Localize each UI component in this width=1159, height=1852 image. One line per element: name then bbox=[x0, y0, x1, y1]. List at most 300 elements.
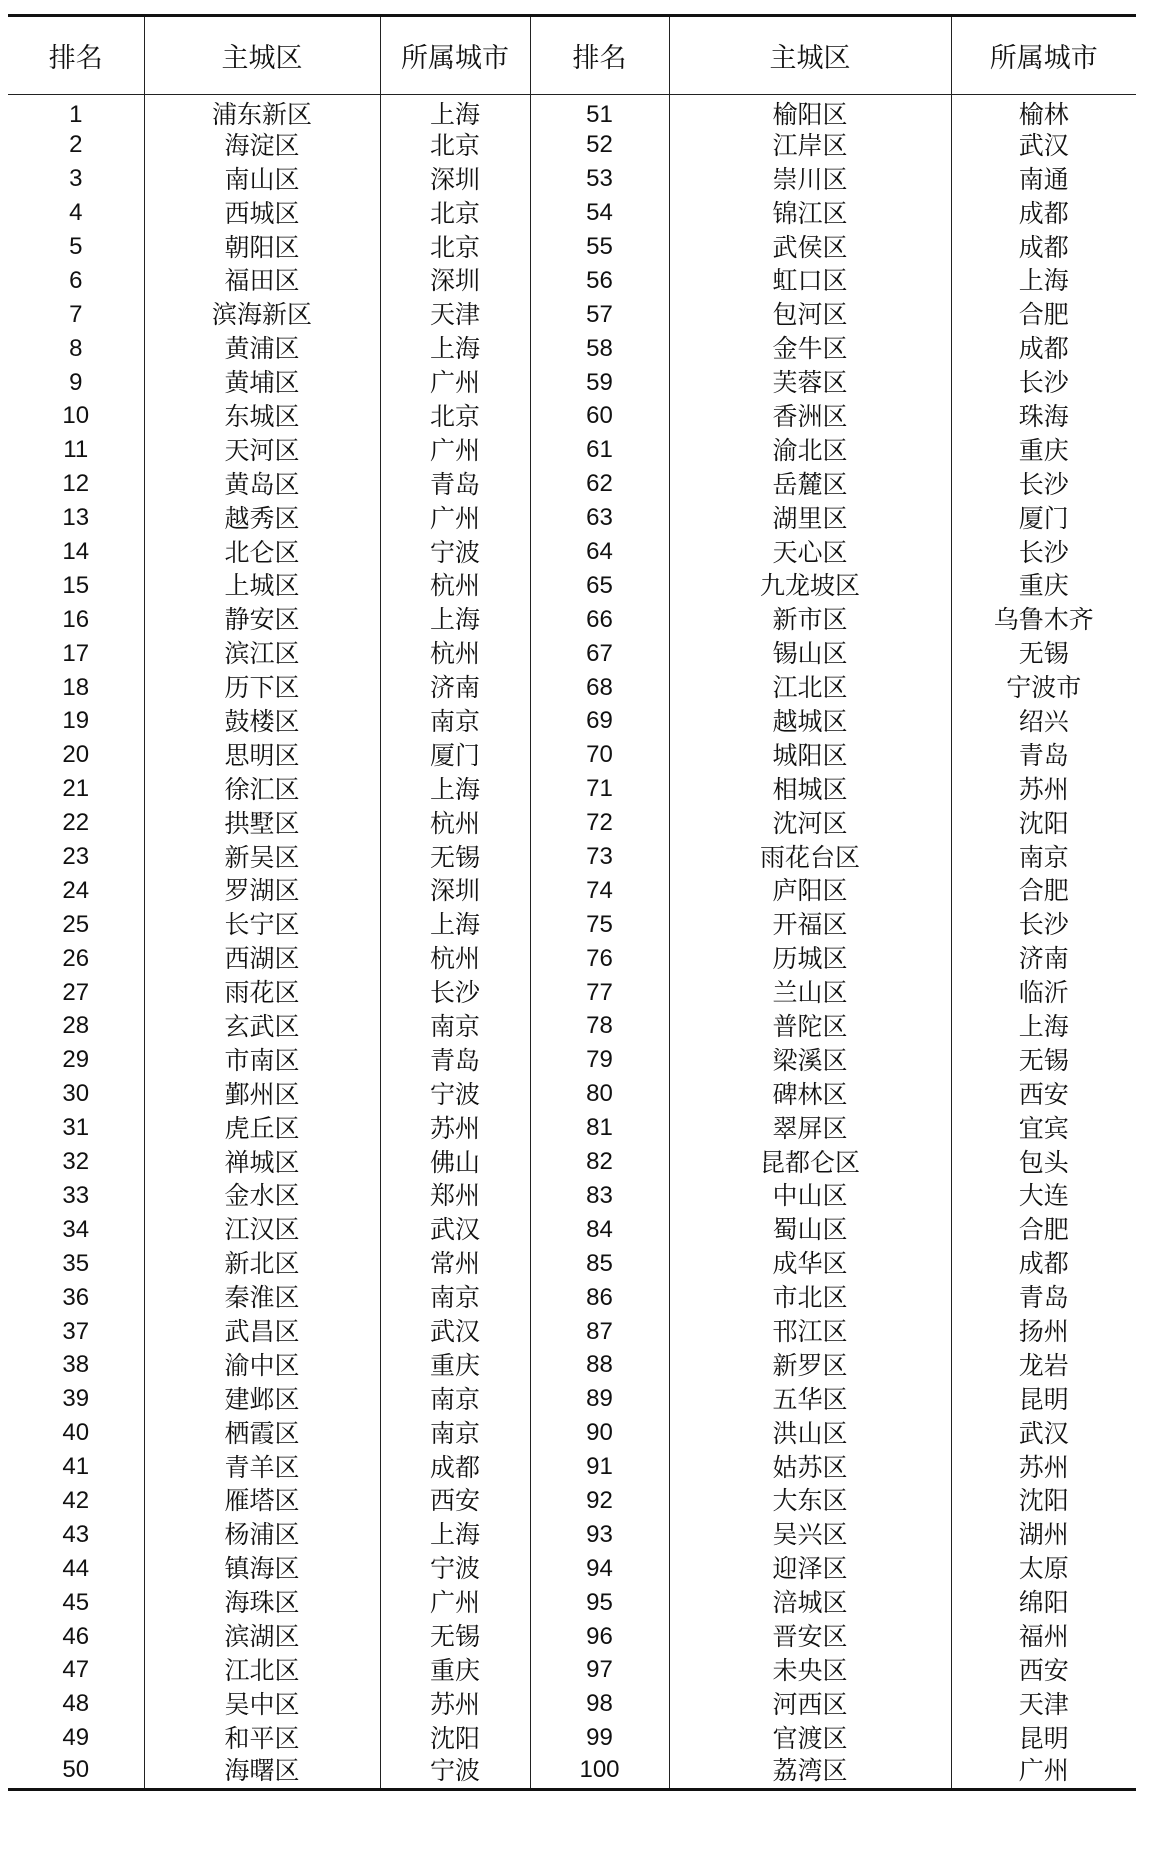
city-cell: 广州 bbox=[380, 366, 530, 400]
rank-cell: 48 bbox=[8, 1687, 144, 1721]
city-cell: 合肥 bbox=[1018, 876, 1069, 906]
district-cell: 新市区 bbox=[669, 603, 951, 637]
table-row bbox=[8, 1416, 1136, 1450]
table-row bbox=[8, 332, 1136, 366]
city-cell: 深圳 bbox=[380, 874, 530, 908]
district-cell: 官渡区 bbox=[669, 1721, 951, 1755]
city-cell: 广州 bbox=[380, 433, 530, 467]
rank-cell: 94 bbox=[530, 1552, 669, 1586]
rank-cell: 96 bbox=[530, 1620, 669, 1654]
rank-cell: 76 bbox=[530, 942, 669, 976]
rank-cell: 73 bbox=[530, 840, 669, 874]
city-cell: 西安 bbox=[380, 1484, 530, 1518]
city-cell: 南京 bbox=[380, 1416, 530, 1450]
rank-cell: 52 bbox=[530, 128, 669, 162]
district-cell: 黄浦区 bbox=[144, 332, 380, 366]
rank-cell: 57 bbox=[530, 298, 669, 332]
table-row bbox=[8, 976, 1136, 1010]
city-cell: 苏州 bbox=[380, 1111, 530, 1145]
header-district-2: 主城区 bbox=[669, 16, 951, 95]
table-row bbox=[8, 230, 1136, 264]
table-row bbox=[8, 840, 1136, 874]
city-cell: 青岛 bbox=[1018, 740, 1069, 770]
district-cell: 江汉区 bbox=[144, 1213, 380, 1247]
district-cell: 邗江区 bbox=[669, 1315, 951, 1349]
table-row bbox=[8, 1518, 1136, 1552]
city-cell: 上海 bbox=[380, 772, 530, 806]
city-cell: 杭州 bbox=[380, 569, 530, 603]
rank-cell: 18 bbox=[8, 671, 144, 705]
rank-cell: 66 bbox=[530, 603, 669, 637]
table-row bbox=[8, 1315, 1136, 1349]
header-row bbox=[8, 16, 1136, 95]
district-cell: 朝阳区 bbox=[144, 230, 380, 264]
district-cell: 海珠区 bbox=[144, 1586, 380, 1620]
district-cell: 虎丘区 bbox=[144, 1111, 380, 1145]
city-cell: 湖州 bbox=[1018, 1520, 1069, 1550]
district-cell: 芙蓉区 bbox=[669, 366, 951, 400]
rank-cell: 81 bbox=[530, 1111, 669, 1145]
city-cell: 广州 bbox=[380, 501, 530, 535]
district-cell: 九龙坡区 bbox=[669, 569, 951, 603]
city-cell: 武汉 bbox=[380, 1213, 530, 1247]
district-cell: 历城区 bbox=[669, 942, 951, 976]
city-cell: 上海 bbox=[380, 1518, 530, 1552]
city-cell: 深圳 bbox=[380, 162, 530, 196]
rank-cell: 61 bbox=[530, 433, 669, 467]
table-row bbox=[8, 671, 1136, 705]
table-row bbox=[8, 1552, 1136, 1586]
rank-cell: 69 bbox=[530, 705, 669, 739]
district-cell: 成华区 bbox=[669, 1247, 951, 1281]
rank-cell: 75 bbox=[530, 908, 669, 942]
district-cell: 碑林区 bbox=[669, 1077, 951, 1111]
city-cell: 广州 bbox=[380, 1586, 530, 1620]
table-row bbox=[8, 908, 1136, 942]
rank-cell: 79 bbox=[530, 1043, 669, 1077]
table-row bbox=[8, 1620, 1136, 1654]
district-cell: 黄岛区 bbox=[144, 467, 380, 501]
city-cell: 长沙 bbox=[1018, 537, 1069, 567]
table-row bbox=[8, 162, 1136, 196]
rank-cell: 62 bbox=[530, 467, 669, 501]
district-cell: 武侯区 bbox=[669, 230, 951, 264]
city-cell: 武汉 bbox=[1018, 130, 1069, 160]
city-cell: 大连 bbox=[1018, 1181, 1069, 1211]
rank-cell: 41 bbox=[8, 1450, 144, 1484]
rank-cell: 50 bbox=[8, 1755, 144, 1789]
table-row bbox=[8, 637, 1136, 671]
rank-cell: 10 bbox=[8, 400, 144, 434]
rank-cell: 92 bbox=[530, 1484, 669, 1518]
table-row bbox=[8, 501, 1136, 535]
ranking-table-container bbox=[8, 14, 1136, 1791]
district-cell: 江北区 bbox=[669, 671, 951, 705]
table-row bbox=[8, 298, 1136, 332]
rank-cell: 90 bbox=[530, 1416, 669, 1450]
city-cell: 福州 bbox=[1018, 1622, 1069, 1652]
city-cell: 武汉 bbox=[1018, 1418, 1069, 1448]
district-cell: 东城区 bbox=[144, 400, 380, 434]
district-cell: 渝北区 bbox=[669, 433, 951, 467]
city-cell: 杭州 bbox=[380, 637, 530, 671]
rank-cell: 54 bbox=[530, 196, 669, 230]
district-cell: 徐汇区 bbox=[144, 772, 380, 806]
district-cell: 玄武区 bbox=[144, 1010, 380, 1044]
rank-cell: 67 bbox=[530, 637, 669, 671]
city-cell: 济南 bbox=[380, 671, 530, 705]
rank-cell: 23 bbox=[8, 840, 144, 874]
city-cell: 深圳 bbox=[380, 264, 530, 298]
rank-cell: 56 bbox=[530, 264, 669, 298]
table-row bbox=[8, 1382, 1136, 1416]
table-row bbox=[8, 603, 1136, 637]
table-row bbox=[8, 806, 1136, 840]
table-row bbox=[8, 196, 1136, 230]
rank-cell: 21 bbox=[8, 772, 144, 806]
district-cell: 相城区 bbox=[669, 772, 951, 806]
district-cell: 静安区 bbox=[144, 603, 380, 637]
city-cell: 无锡 bbox=[1018, 1045, 1069, 1075]
district-cell: 雨花台区 bbox=[669, 840, 951, 874]
rank-cell: 55 bbox=[530, 230, 669, 264]
rank-cell: 78 bbox=[530, 1010, 669, 1044]
city-cell: 绍兴 bbox=[1018, 706, 1069, 736]
city-cell: 西安 bbox=[1018, 1655, 1069, 1685]
district-cell: 滨江区 bbox=[144, 637, 380, 671]
rank-cell: 83 bbox=[530, 1179, 669, 1213]
rank-cell: 74 bbox=[530, 874, 669, 908]
district-cell: 新吴区 bbox=[144, 840, 380, 874]
rank-cell: 32 bbox=[8, 1145, 144, 1179]
city-cell: 青岛 bbox=[380, 1043, 530, 1077]
district-cell: 天河区 bbox=[144, 433, 380, 467]
table-row bbox=[8, 1348, 1136, 1382]
city-cell: 南京 bbox=[380, 1010, 530, 1044]
district-cell: 吴中区 bbox=[144, 1687, 380, 1721]
rank-cell: 70 bbox=[530, 738, 669, 772]
city-cell: 无锡 bbox=[380, 840, 530, 874]
city-cell: 上海 bbox=[1018, 1011, 1069, 1041]
rank-cell: 25 bbox=[8, 908, 144, 942]
header-city: 所属城市 bbox=[380, 16, 530, 95]
city-cell: 长沙 bbox=[1018, 368, 1069, 398]
city-cell: 昆明 bbox=[1018, 1384, 1069, 1414]
rank-cell: 11 bbox=[8, 433, 144, 467]
city-cell: 上海 bbox=[1018, 266, 1069, 296]
rank-cell: 44 bbox=[8, 1552, 144, 1586]
district-cell: 越秀区 bbox=[144, 501, 380, 535]
table-row bbox=[8, 1247, 1136, 1281]
district-cell: 河西区 bbox=[669, 1687, 951, 1721]
rank-cell: 46 bbox=[8, 1620, 144, 1654]
rank-cell: 39 bbox=[8, 1382, 144, 1416]
header-district: 主城区 bbox=[144, 16, 380, 95]
district-cell: 香洲区 bbox=[669, 400, 951, 434]
table-row bbox=[8, 874, 1136, 908]
rank-cell: 72 bbox=[530, 806, 669, 840]
city-cell: 宜宾 bbox=[1018, 1113, 1069, 1143]
city-cell: 济南 bbox=[1018, 944, 1069, 974]
district-cell: 新罗区 bbox=[669, 1348, 951, 1382]
city-cell: 厦门 bbox=[1018, 503, 1069, 533]
rank-cell: 45 bbox=[8, 1586, 144, 1620]
city-cell: 成都 bbox=[380, 1450, 530, 1484]
district-cell: 雁塔区 bbox=[144, 1484, 380, 1518]
city-cell: 苏州 bbox=[380, 1687, 530, 1721]
city-cell: 包头 bbox=[1018, 1147, 1069, 1177]
city-cell: 上海 bbox=[380, 95, 530, 129]
district-cell: 秦淮区 bbox=[144, 1281, 380, 1315]
rank-cell: 1 bbox=[8, 95, 144, 129]
rank-cell: 58 bbox=[530, 332, 669, 366]
district-cell: 栖霞区 bbox=[144, 1416, 380, 1450]
rank-cell: 40 bbox=[8, 1416, 144, 1450]
table-row bbox=[8, 1281, 1136, 1315]
rank-cell: 60 bbox=[530, 400, 669, 434]
district-cell: 浦东新区 bbox=[144, 95, 380, 129]
rank-cell: 85 bbox=[530, 1247, 669, 1281]
city-cell: 临沂 bbox=[1018, 978, 1069, 1008]
city-cell: 宁波 bbox=[380, 1552, 530, 1586]
table-row bbox=[8, 95, 1136, 129]
rank-cell: 68 bbox=[530, 671, 669, 705]
rank-cell: 8 bbox=[8, 332, 144, 366]
city-cell: 上海 bbox=[380, 603, 530, 637]
district-cell: 大东区 bbox=[669, 1484, 951, 1518]
rank-cell: 95 bbox=[530, 1586, 669, 1620]
district-cell: 海曙区 bbox=[144, 1755, 380, 1789]
rank-cell: 47 bbox=[8, 1653, 144, 1687]
city-cell: 天津 bbox=[380, 298, 530, 332]
city-cell: 青岛 bbox=[380, 467, 530, 501]
district-cell: 翠屏区 bbox=[669, 1111, 951, 1145]
district-cell: 庐阳区 bbox=[669, 874, 951, 908]
rank-cell: 27 bbox=[8, 976, 144, 1010]
district-cell: 市南区 bbox=[144, 1043, 380, 1077]
city-cell: 榆林 bbox=[1018, 100, 1069, 130]
table-row bbox=[8, 1586, 1136, 1620]
district-cell: 昆都仑区 bbox=[669, 1145, 951, 1179]
rank-cell: 4 bbox=[8, 196, 144, 230]
district-cell: 罗湖区 bbox=[144, 874, 380, 908]
district-cell: 天心区 bbox=[669, 535, 951, 569]
district-cell: 鄞州区 bbox=[144, 1077, 380, 1111]
rank-cell: 33 bbox=[8, 1179, 144, 1213]
table-header bbox=[8, 16, 1136, 95]
rank-cell: 82 bbox=[530, 1145, 669, 1179]
rank-cell: 53 bbox=[530, 162, 669, 196]
district-cell: 晋安区 bbox=[669, 1620, 951, 1654]
district-cell: 青羊区 bbox=[144, 1450, 380, 1484]
rank-cell: 100 bbox=[530, 1755, 669, 1789]
district-cell: 锦江区 bbox=[669, 196, 951, 230]
city-cell: 珠海 bbox=[1018, 401, 1069, 431]
rank-cell: 36 bbox=[8, 1281, 144, 1315]
district-cell: 西湖区 bbox=[144, 942, 380, 976]
rank-cell: 86 bbox=[530, 1281, 669, 1315]
table-row bbox=[8, 738, 1136, 772]
city-cell: 昆明 bbox=[1018, 1723, 1069, 1753]
city-cell: 杭州 bbox=[380, 806, 530, 840]
table-row bbox=[8, 535, 1136, 569]
city-cell: 武汉 bbox=[380, 1315, 530, 1349]
table-row bbox=[8, 705, 1136, 739]
rank-cell: 51 bbox=[530, 95, 669, 129]
city-cell: 北京 bbox=[380, 128, 530, 162]
district-cell: 西城区 bbox=[144, 196, 380, 230]
table-row bbox=[8, 1010, 1136, 1044]
rank-cell: 91 bbox=[530, 1450, 669, 1484]
city-cell: 乌鲁木齐 bbox=[993, 605, 1094, 635]
district-ranking-table bbox=[8, 14, 1136, 1791]
district-cell: 海淀区 bbox=[144, 128, 380, 162]
table-row bbox=[8, 264, 1136, 298]
rank-cell: 71 bbox=[530, 772, 669, 806]
district-cell: 雨花区 bbox=[144, 976, 380, 1010]
header-rank: 排名 bbox=[8, 16, 144, 95]
table-row bbox=[8, 400, 1136, 434]
district-cell: 岳麓区 bbox=[669, 467, 951, 501]
city-cell: 常州 bbox=[380, 1247, 530, 1281]
table-body bbox=[8, 95, 1136, 1790]
table-row bbox=[8, 1111, 1136, 1145]
city-cell: 杭州 bbox=[380, 942, 530, 976]
city-cell: 沈阳 bbox=[1018, 1486, 1069, 1516]
rank-cell: 16 bbox=[8, 603, 144, 637]
table-row bbox=[8, 569, 1136, 603]
district-cell: 中山区 bbox=[669, 1179, 951, 1213]
header-city-2: 所属城市 bbox=[951, 16, 1136, 95]
rank-cell: 87 bbox=[530, 1315, 669, 1349]
city-cell: 太原 bbox=[1018, 1554, 1069, 1584]
district-cell: 吴兴区 bbox=[669, 1518, 951, 1552]
rank-cell: 31 bbox=[8, 1111, 144, 1145]
district-cell: 渝中区 bbox=[144, 1348, 380, 1382]
city-cell: 合肥 bbox=[1018, 1215, 1069, 1245]
rank-cell: 14 bbox=[8, 535, 144, 569]
city-cell: 厦门 bbox=[380, 738, 530, 772]
rank-cell: 63 bbox=[530, 501, 669, 535]
rank-cell: 84 bbox=[530, 1213, 669, 1247]
district-cell: 崇川区 bbox=[669, 162, 951, 196]
rank-cell: 65 bbox=[530, 569, 669, 603]
city-cell: 重庆 bbox=[1018, 435, 1069, 465]
rank-cell: 80 bbox=[530, 1077, 669, 1111]
district-cell: 南山区 bbox=[144, 162, 380, 196]
rank-cell: 22 bbox=[8, 806, 144, 840]
district-cell: 江岸区 bbox=[669, 128, 951, 162]
city-cell: 宁波 bbox=[380, 1077, 530, 1111]
district-cell: 滨湖区 bbox=[144, 1620, 380, 1654]
district-cell: 黄埔区 bbox=[144, 366, 380, 400]
rank-cell: 59 bbox=[530, 366, 669, 400]
city-cell: 苏州 bbox=[1018, 774, 1069, 804]
rank-cell: 19 bbox=[8, 705, 144, 739]
district-cell: 兰山区 bbox=[669, 976, 951, 1010]
city-cell: 广州 bbox=[951, 1755, 1136, 1789]
city-cell: 成都 bbox=[1018, 198, 1069, 228]
district-cell: 鼓楼区 bbox=[144, 705, 380, 739]
district-cell: 锡山区 bbox=[669, 637, 951, 671]
district-cell: 涪城区 bbox=[669, 1586, 951, 1620]
district-cell: 江北区 bbox=[144, 1653, 380, 1687]
rank-cell: 64 bbox=[530, 535, 669, 569]
rank-cell: 6 bbox=[8, 264, 144, 298]
district-cell: 蜀山区 bbox=[669, 1213, 951, 1247]
district-cell: 杨浦区 bbox=[144, 1518, 380, 1552]
city-cell: 西安 bbox=[1018, 1079, 1069, 1109]
district-cell: 沈河区 bbox=[669, 806, 951, 840]
district-cell: 五华区 bbox=[669, 1382, 951, 1416]
city-cell: 南通 bbox=[1018, 164, 1069, 194]
city-cell: 成都 bbox=[1018, 232, 1069, 262]
district-cell: 滨海新区 bbox=[144, 298, 380, 332]
rank-cell: 49 bbox=[8, 1721, 144, 1755]
rank-cell: 2 bbox=[8, 128, 144, 162]
rank-cell: 89 bbox=[530, 1382, 669, 1416]
rank-cell: 3 bbox=[8, 162, 144, 196]
district-cell: 建邺区 bbox=[144, 1382, 380, 1416]
table-row bbox=[8, 1043, 1136, 1077]
rank-cell: 5 bbox=[8, 230, 144, 264]
district-cell: 镇海区 bbox=[144, 1552, 380, 1586]
city-cell: 成都 bbox=[1018, 334, 1069, 364]
table-row bbox=[8, 1687, 1136, 1721]
rank-cell: 7 bbox=[8, 298, 144, 332]
district-cell: 金牛区 bbox=[669, 332, 951, 366]
table-row bbox=[8, 1484, 1136, 1518]
district-cell: 武昌区 bbox=[144, 1315, 380, 1349]
header-rank-2: 排名 bbox=[530, 16, 669, 95]
district-cell: 包河区 bbox=[669, 298, 951, 332]
rank-cell: 29 bbox=[8, 1043, 144, 1077]
district-cell: 金水区 bbox=[144, 1179, 380, 1213]
table-row bbox=[8, 1755, 1136, 1789]
district-cell: 开福区 bbox=[669, 908, 951, 942]
city-cell: 南京 bbox=[380, 705, 530, 739]
district-cell: 新北区 bbox=[144, 1247, 380, 1281]
table-row bbox=[8, 1653, 1136, 1687]
city-cell: 北京 bbox=[380, 196, 530, 230]
city-cell: 合肥 bbox=[1018, 300, 1069, 330]
city-cell: 上海 bbox=[380, 332, 530, 366]
district-cell: 湖里区 bbox=[669, 501, 951, 535]
rank-cell: 30 bbox=[8, 1077, 144, 1111]
district-cell: 上城区 bbox=[144, 569, 380, 603]
table-row bbox=[8, 467, 1136, 501]
city-cell: 长沙 bbox=[1018, 910, 1069, 940]
city-cell: 南京 bbox=[380, 1382, 530, 1416]
city-cell: 无锡 bbox=[1018, 639, 1069, 669]
district-cell: 长宁区 bbox=[144, 908, 380, 942]
city-cell: 上海 bbox=[380, 908, 530, 942]
district-cell: 市北区 bbox=[669, 1281, 951, 1315]
city-cell: 成都 bbox=[1018, 1249, 1069, 1279]
rank-cell: 9 bbox=[8, 366, 144, 400]
table-row bbox=[8, 433, 1136, 467]
city-cell: 沈阳 bbox=[380, 1721, 530, 1755]
district-cell: 普陀区 bbox=[669, 1010, 951, 1044]
table-row bbox=[8, 1179, 1136, 1213]
rank-cell: 28 bbox=[8, 1010, 144, 1044]
district-cell: 和平区 bbox=[144, 1721, 380, 1755]
rank-cell: 88 bbox=[530, 1348, 669, 1382]
rank-cell: 93 bbox=[530, 1518, 669, 1552]
district-cell: 拱墅区 bbox=[144, 806, 380, 840]
district-cell: 越城区 bbox=[669, 705, 951, 739]
district-cell: 禅城区 bbox=[144, 1145, 380, 1179]
